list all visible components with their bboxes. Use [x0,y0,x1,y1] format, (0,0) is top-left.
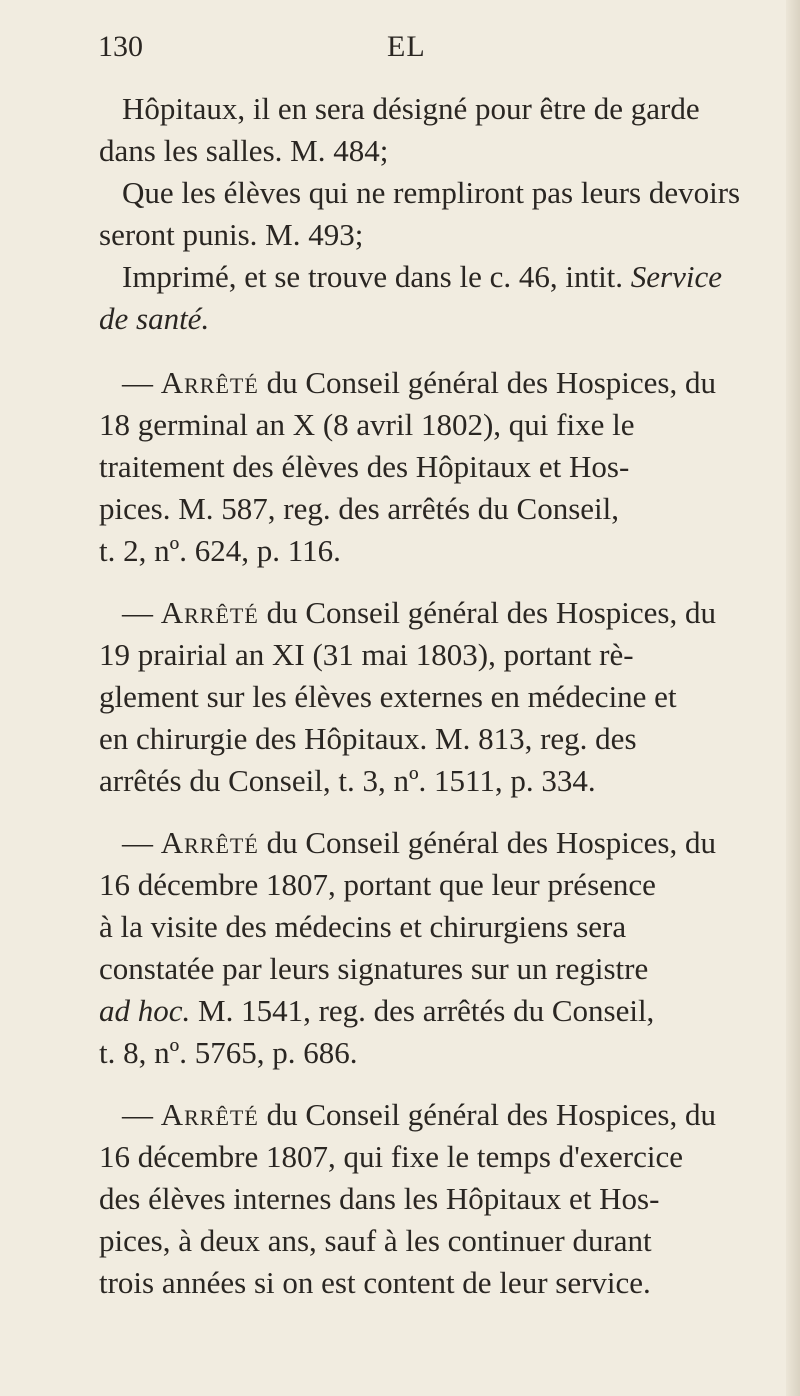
text-line [122,256,779,298]
running-head: EL [387,30,426,63]
arrete-entry-1 [99,362,779,572]
arrete-entry-4 [99,1094,779,1304]
entry-hopitaux [99,88,779,172]
text-line: dans les salles. M. 484; [99,133,389,168]
em-dash: — [122,595,153,630]
text-fragment: du Conseil général des Hospices, du [258,365,716,400]
page-number: 130 [98,30,143,63]
entry-heading-line [122,1094,779,1136]
text-line: trois années si on est content de leur service. [99,1265,651,1300]
text-line: glement sur les élèves externes en médecine et [99,679,677,714]
entry-eleves-punis [99,172,779,256]
entry-heading-line [122,592,779,634]
arrete-label: Arrêté [160,825,259,860]
text-fragment: du Conseil général des Hospices, du [258,595,716,630]
text-line: des élèves internes dans les Hôpitaux et Hos- [99,1181,660,1216]
entry-heading-line [122,362,779,404]
continued-entries [99,88,779,340]
entry-imprime [99,256,779,340]
arrete-label: Arrêté [160,365,259,400]
text-line: 16 décembre 1807, portant que leur présence [99,867,656,902]
text-line: en chirurgie des Hôpitaux. M. 813, reg. des [99,721,637,756]
text-line: constatée par leurs signatures sur un registre [99,951,649,986]
em-dash: — [122,1097,153,1132]
italic-phrase: ad hoc. [99,993,191,1028]
text-fragment: M. 1541, reg. des arrêtés du Conseil, [190,993,655,1028]
text-line: pices, à deux ans, sauf à les continuer durant [99,1223,652,1258]
arrete-entry-2 [99,592,779,802]
em-dash: — [122,825,153,860]
text-line: pices. M. 587, reg. des arrêtés du Conseil, [99,491,619,526]
text-line [99,990,779,1032]
italic-title: Service [630,259,723,294]
text-line: Que les élèves qui ne rempliront pas leurs devoirs [122,175,741,210]
text-fragment: du Conseil général des Hospices, du [258,825,716,860]
entry-heading-line [122,822,779,864]
em-dash: — [122,365,153,400]
text-line: 18 germinal an X (8 avril 1802), qui fixe le [99,407,635,442]
text-line: à la visite des médecins et chirurgiens sera [99,909,627,944]
text-fragment: du Conseil général des Hospices, du [258,1097,716,1132]
text-line: seront punis. M. 493; [99,217,364,252]
text-line: traitement des élèves des Hôpitaux et Hos- [99,449,630,484]
text-line: t. 8, nº. 5765, p. 686. [99,1035,358,1070]
arrete-entry-3 [99,822,779,1074]
text-fragment: Imprimé, et se trouve dans le c. 46, intit. [122,259,631,294]
page-edge [786,0,800,1396]
arrete-label: Arrêté [160,595,259,630]
text-line: arrêtés du Conseil, t. 3, nº. 1511, p. 334. [99,763,596,798]
italic-title: de santé. [99,301,210,336]
page-body [99,88,779,1304]
text-line: t. 2, nº. 624, p. 116. [99,533,341,568]
text-line: Hôpitaux, il en sera désigné pour être de garde [122,91,700,126]
page-header [98,22,658,66]
arrete-label: Arrêté [160,1097,259,1132]
text-line: 16 décembre 1807, qui fixe le temps d'exercice [99,1139,684,1174]
text-line: 19 prairial an XI (31 mai 1803), portant rè- [99,637,634,672]
